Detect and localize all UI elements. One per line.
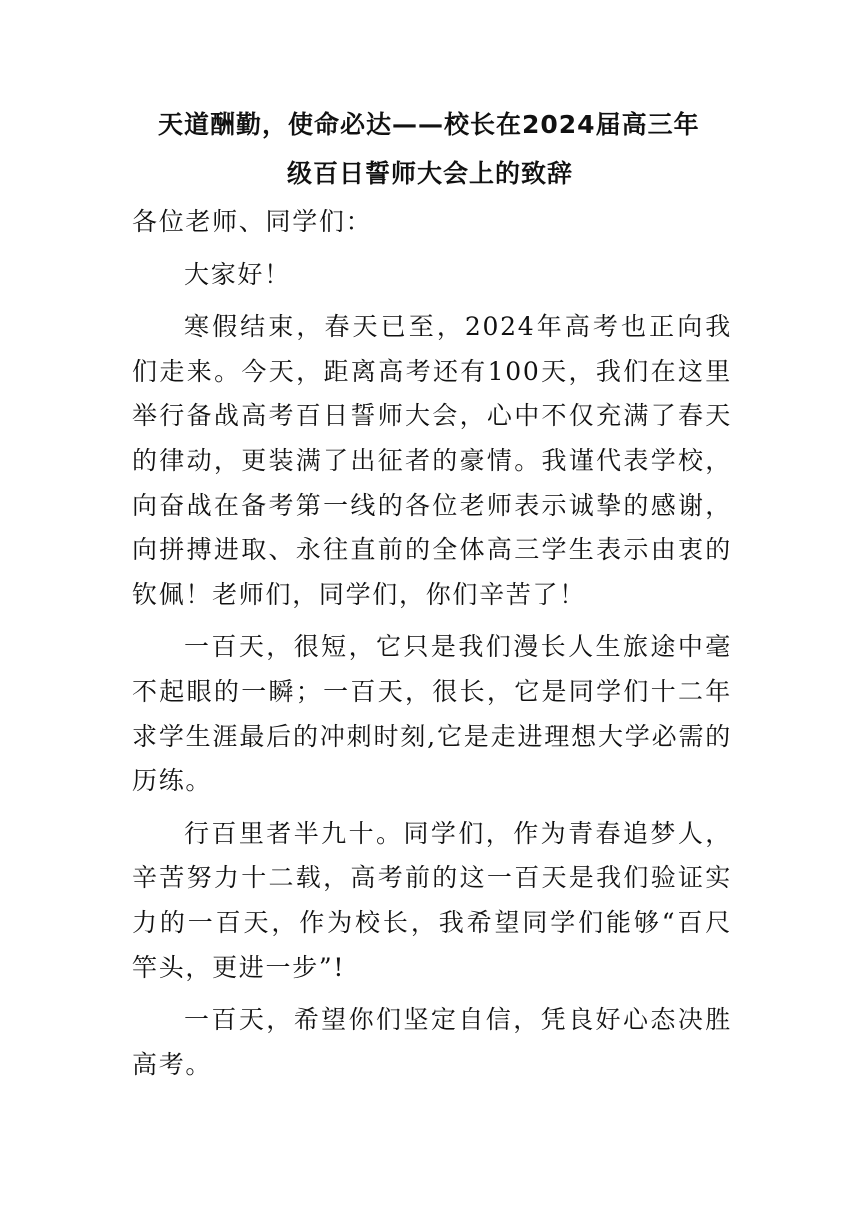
paragraph-1: 寒假结束，春天已至，2024年高考也正向我们走来。今天，距离高考还有100天，我们在这里举行备战高考百日誓师大会，心中不仅充满了春天的律动，更装满了出征者的豪情。我谨代表学校，向奋战在备考第一线的各位老师表示诚挚的感谢，向拼搏进取、永往直前的全体高三学生表示由衷的钦佩！老师们，同学们，你们辛苦了！ [132, 312, 732, 609]
document-title-line-2: 级百日誓师大会上的致辞 [286, 159, 573, 188]
paragraph-greeting: 大家好！ [184, 259, 291, 289]
paragraph-3: 行百里者半九十。同学们，作为青春追梦人，辛苦努力十二载，高考前的这一百天是我们验证实力的一百天，作为校长，我希望同学们能够“百尺竿头，更进一步”! [132, 818, 732, 982]
paragraph-2: 一百天，很短，它只是我们漫长人生旅途中毫不起眼的一瞬；一百天，很长，它是同学们十二年求学生涯最后的冲刺时刻,它是走进理想大学必需的历练。 [132, 632, 732, 796]
document-body [132, 200, 732, 1087]
salutation: 各位老师、同学们： [132, 207, 373, 236]
paragraph-4: 一百天，希望你们坚定自信，凭良好心态决胜高考。 [132, 1005, 732, 1079]
document-title-line-1: 天道酬勤，使命必达——校长在2024届高三年 [158, 110, 700, 139]
